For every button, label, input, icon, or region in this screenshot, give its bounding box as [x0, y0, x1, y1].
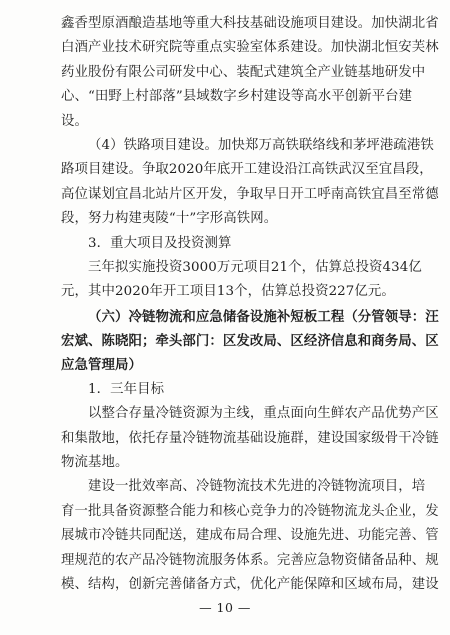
text-line: 和集散地，依托存量冷链物流基础设施群，建设国家级骨干冷链	[61, 430, 439, 446]
text-line: 应急管理局）	[61, 357, 142, 374]
text-line: 三年拟实施投资3000万元项目21个，估算总投资434亿	[88, 259, 422, 275]
text-line: 建设一批效率高、冷链物流技术先进的冷链物流项目，培	[88, 479, 426, 495]
text-line: 育一批具备资源整合能力和核心竞争力的冷链物流龙头企业，发	[61, 503, 439, 519]
text-line: 元，其中2020年开工项目13个，估算总投资227亿元。	[61, 284, 395, 300]
text-line: 鑫香型原酒酿造基地等重大科技基础设施项目建设。加快湖北省	[61, 16, 439, 31]
text-line: 设。	[61, 113, 88, 129]
text-line: 药业股份有限公司研发中心、装配式建筑全产业链基地研发中	[61, 64, 426, 80]
text-line: （4）铁路项目建设。加快郑万高铁联络线和茅坪港疏港铁	[88, 137, 434, 153]
text-line: 物流基地。	[61, 455, 129, 471]
text-line: 模、结构，创新完善储备方式，优化产能保障和区域布局，建设	[61, 576, 439, 592]
text-line: 白酒产业技术研究院等重点实验室体系建设。加快湖北恒安芙林	[61, 40, 439, 56]
text-line: 心、“田野上村部落”县域数字乡村建设等高水平创新平台建	[61, 89, 413, 105]
text-line: 高位谋划宜昌北站片区开发，争取早日开工呼南高铁宜昌至常德	[61, 186, 439, 202]
text-line: 展城市冷链共同配送，建成布局合理、设施先进、功能完善、管	[61, 528, 439, 544]
text-line: 1．三年目标	[88, 381, 165, 397]
document-body	[61, 12, 439, 597]
page-number: — 10 —	[199, 600, 251, 615]
text-line: 路项目建设。争取2020年底开工建设沿江高铁武汉至宜昌段，	[61, 162, 433, 178]
text-line: 3．重大项目及投资测算	[88, 235, 232, 251]
text-line: 以整合存量冷链资源为主线，重点面向生鲜农产品优势产区	[88, 406, 439, 422]
text-line: 理规范的农产品冷链物流服务体系。完善应急物资储备品种、规	[61, 552, 439, 568]
text-line: （六）冷链物流和应急储备设施补短板工程（分管领导：汪	[88, 308, 439, 325]
text-line: 段，努力构建夷陵“十”字形高铁网。	[61, 211, 278, 227]
text-line: 宏斌、陈晓阳；牵头部门：区发改局、区经济信息和商务局、区	[61, 333, 439, 350]
